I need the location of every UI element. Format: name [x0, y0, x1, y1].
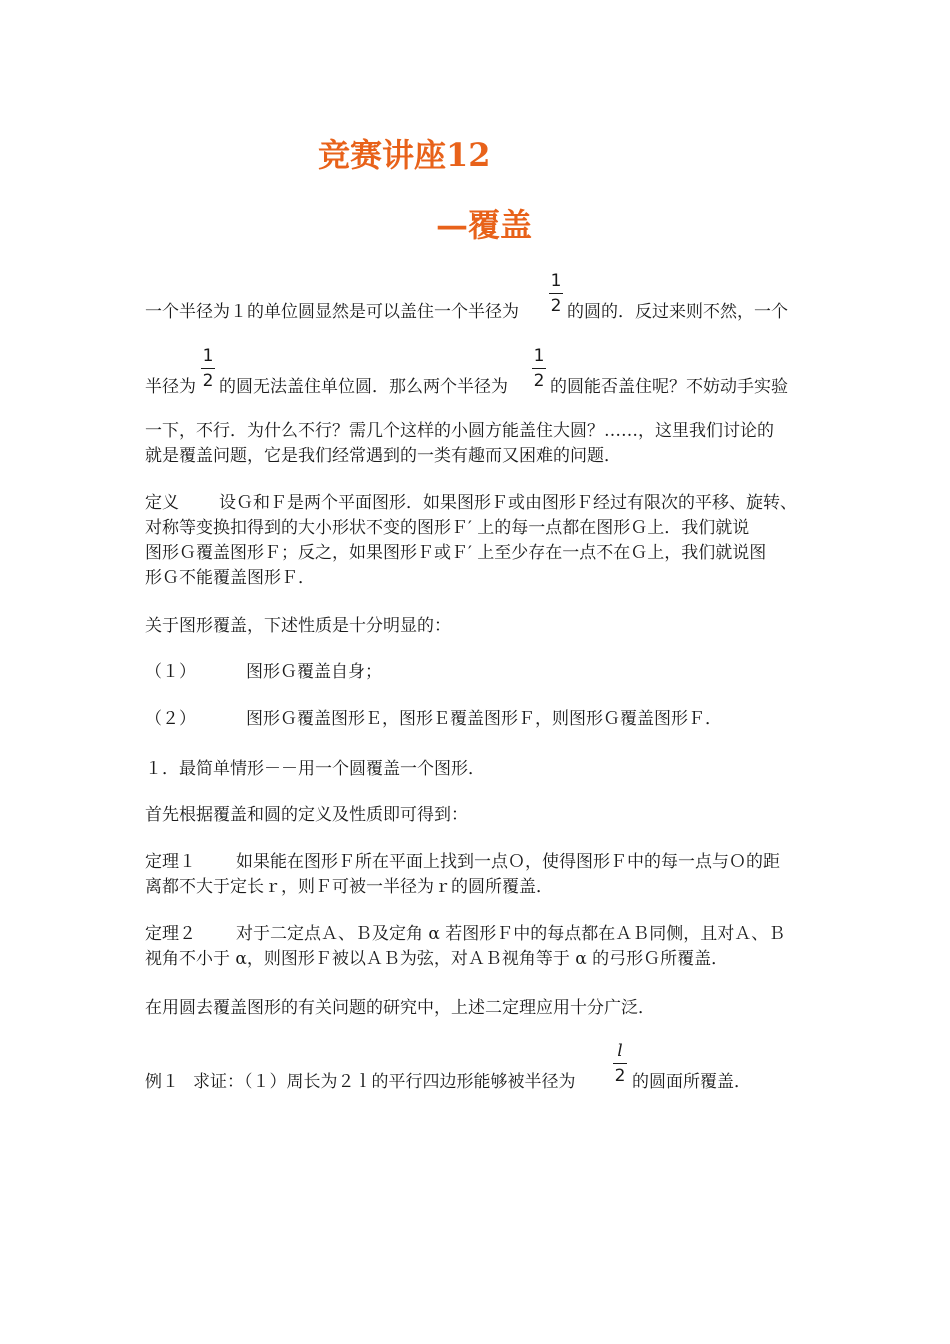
fraction-denominator: 2 [202, 371, 214, 391]
definition-line-4: 形Ｇ不能覆盖图形Ｆ． [145, 568, 315, 588]
fraction-bar [549, 293, 563, 294]
intro-line-2c: 的圆能否盖住呢？不妨动手实验 [550, 377, 788, 397]
fraction-bar [532, 368, 546, 369]
definition-line-3: 图形Ｇ覆盖图形Ｆ；反之，如果图形Ｆ或Ｆ′ 上至少存在一点不在Ｇ上，我们就说图 [145, 543, 767, 563]
fraction-denominator: 2 [533, 371, 545, 391]
fraction-numerator: 1 [550, 271, 562, 291]
properties-intro: 关于图形覆盖，下述性质是十分明显的： [145, 616, 451, 636]
fraction-half-3 [531, 346, 547, 391]
theorem-2-text-1: 对于二定点Ａ、Ｂ及定角 α 若图形Ｆ中的每点都在ＡＢ同侧，且对Ａ、Ｂ [236, 924, 786, 944]
fraction-numerator: l [617, 1041, 623, 1061]
definition-line-2: 对称等变换扣得到的大小形状不变的图形Ｆ′ 上的每一点都在图形Ｇ上．我们就说 [145, 518, 750, 538]
fraction-half-1 [548, 271, 564, 316]
intro-line-3: 一下，不行．为什么不行？需几个这样的小圆方能盖住大圆？……，这里我们讨论的 [145, 421, 774, 441]
theorem-2-line-2: 视角不小于 α，则图形Ｆ被以ＡＢ为弦，对ＡＢ视角等于 α 的弓形Ｇ所覆盖． [145, 949, 729, 969]
property-1-number: （１） [145, 662, 196, 682]
theorem-2-label: 定理２ [145, 924, 196, 944]
intro-line-2a: 半径为 [145, 377, 196, 397]
definition-line-1 [145, 490, 797, 516]
example-1-text-b: 的圆面所覆盖． [632, 1072, 751, 1092]
page-subtitle: —覆盖 [436, 206, 533, 244]
page-title: 竞赛讲座12 [318, 136, 491, 174]
theorem-1-label: 定理１ [145, 852, 196, 872]
section-1-heading: １．最简单情形－－用一个圆覆盖一个图形． [145, 759, 485, 779]
theorem-2-line-1 [145, 921, 785, 947]
fraction-numerator: 1 [533, 346, 545, 366]
intro-line-4: 就是覆盖问题，它是我们经常遇到的一类有趣而又困难的问题． [145, 446, 621, 466]
intro-line-1b: 的圆的．反过来则不然，一个 [567, 302, 788, 322]
fraction-numerator: 1 [202, 346, 214, 366]
fraction-half-2 [200, 346, 216, 391]
application-note: 在用圆去覆盖图形的有关问题的研究中，上述二定理应用十分广泛． [145, 998, 655, 1018]
example-1-text-a: 求证：（１）周长为２ｌ的平行四边形能够被半径为 [193, 1072, 576, 1092]
fraction-denominator: 2 [550, 296, 562, 316]
theorem-1-line-2: 离都不大于定长ｒ，则Ｆ可被一半径为ｒ的圆所覆盖． [145, 877, 553, 897]
fraction-bar [201, 368, 215, 369]
fraction-bar [613, 1063, 627, 1064]
example-1-label: 例１ [145, 1072, 179, 1092]
theorem-1-text-1: 如果能在图形Ｆ所在平面上找到一点Ｏ，使得图形Ｆ中的每一点与Ｏ的距 [236, 852, 780, 872]
fraction-denominator: 2 [614, 1066, 626, 1086]
fraction-l-over-2 [612, 1041, 628, 1086]
first-statement: 首先根据覆盖和圆的定义及性质即可得到： [145, 805, 468, 825]
theorem-1-line-1 [145, 849, 780, 875]
definition-label: 定义 [145, 493, 179, 513]
property-1-text: 图形Ｇ覆盖自身； [246, 662, 382, 682]
property-2-text: 图形Ｇ覆盖图形Ｅ，图形Ｅ覆盖图形Ｆ，则图形Ｇ覆盖图形Ｆ． [246, 709, 722, 729]
definition-text-1: 设Ｇ和Ｆ是两个平面图形．如果图形Ｆ或由图形Ｆ经过有限次的平移、旋转、 [219, 493, 797, 513]
property-2-number: （２） [145, 709, 196, 729]
intro-line-1a: 一个半径为１的单位圆显然是可以盖住一个半径为 [145, 302, 519, 322]
intro-line-2b: 的圆无法盖住单位圆．那么两个半径为 [219, 377, 508, 397]
example-1-line [145, 1069, 576, 1095]
